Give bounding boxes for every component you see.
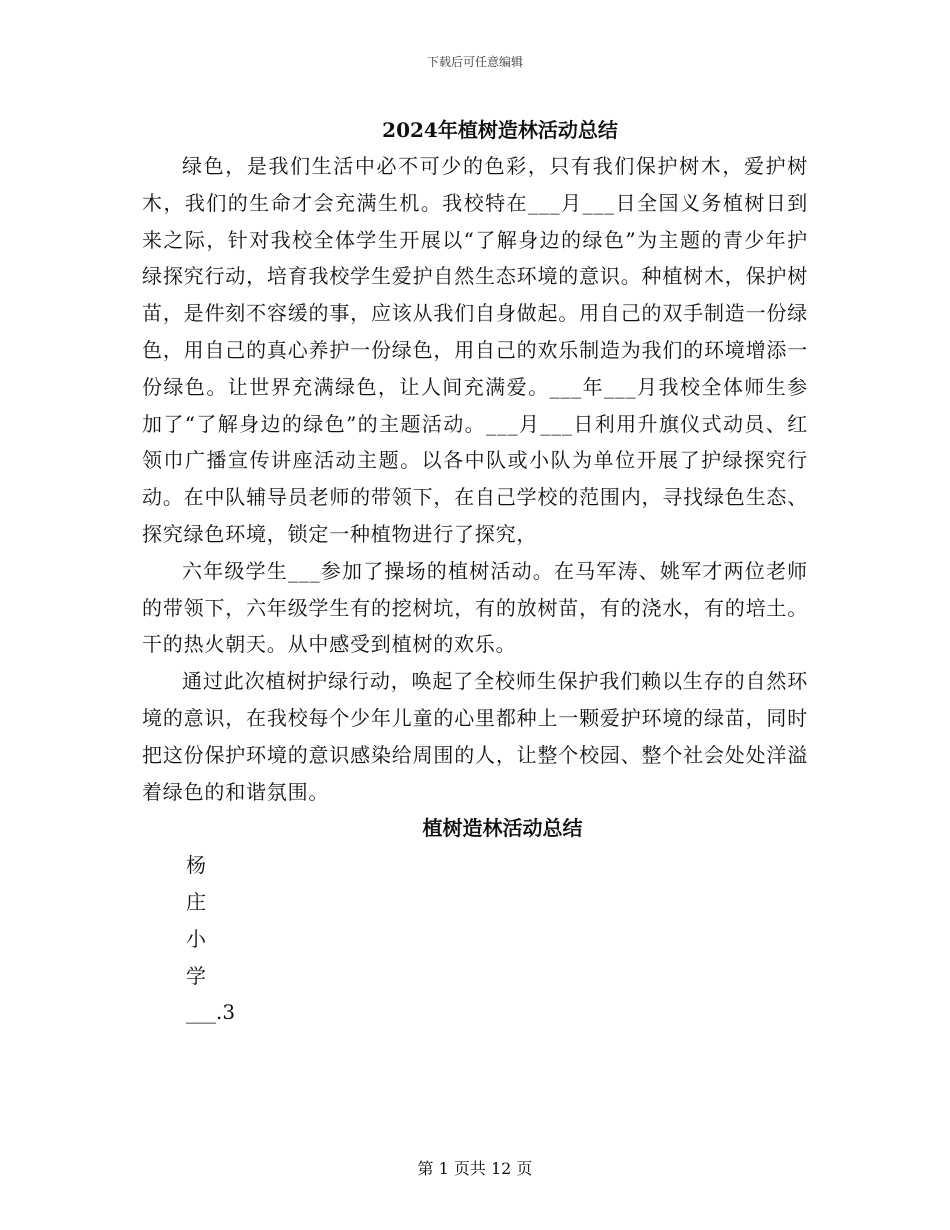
line-2: 庄 <box>186 889 206 914</box>
page-number: 第 1 页共 12 页 <box>417 1159 533 1178</box>
line-5: ___.3 <box>186 1000 236 1025</box>
paragraph-1: 绿色，是我们生活中必不可少的色彩，只有我们保护树木，爱护树木，我们的生命才会充满生机。我校特在___月___日全国义务植树日到来之际，针对我校全体学生开展以“了解身边的绿色”为主题的青少年护绿探究行动，培育我校学生爱护自然生态环境的意识。种植树木，保护树苗，是件刻不容缓的事，应该从我们自身做起。用自己的双手制造一份绿色，用自己的真心养护一份绿色，用自己的欢乐制造为我们的环境增添一份绿色。让世界充满绿色，让人间充满爱。___年___月我校全体师生参加了“了解身边的绿色”的主题活动。___月___日利用升旗仪式动员、红领巾广播宣传讲座活动主题。以各中队或小队为单位开展了护绿探究行动。在中队辅导员老师的带领下，在自己学校的范围内，寻找绿色生态、探究绿色环境，锁定一种植物进行了探究， <box>142 154 808 546</box>
section-subtitle: 植树造林活动总结 <box>422 816 583 841</box>
document-body <box>142 148 808 1031</box>
line-4: 学 <box>186 963 206 988</box>
line-3: 小 <box>186 926 206 951</box>
document-title: 2024年植树造林活动总结 <box>382 118 618 142</box>
paragraph-2: 六年级学生___参加了操场的植树活动。在马军涛、姚军才两位老师的带领下，六年级学生有的挖树坑，有的放树苗，有的浇水，有的培土。干的热火朝天。从中感受到植树的欢乐。 <box>142 558 808 657</box>
line-1: 杨 <box>186 853 206 878</box>
paragraph-3: 通过此次植树护绿行动，唤起了全校师生保护我们赖以生存的自然环境的意识，在我校每个少年儿童的心里都种上一颗爱护环境的绿苗，同时把这份保护环境的意识感染给周围的人，让整个校园、整个社会处处洋溢着绿色的和谐氛围。 <box>142 669 808 804</box>
page-header-note: 下载后可任意编辑 <box>426 55 523 69</box>
